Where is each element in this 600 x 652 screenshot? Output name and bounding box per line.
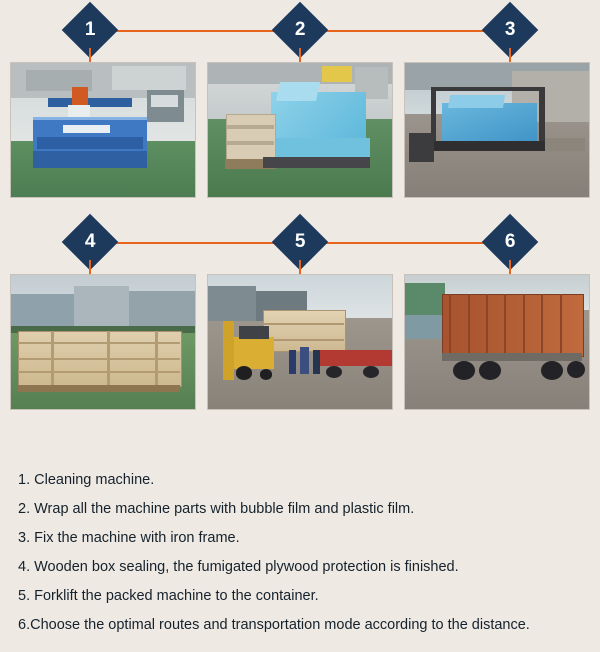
step-photo-3 — [404, 62, 590, 198]
connector-5-6 — [303, 242, 497, 244]
connector-1-2 — [103, 30, 297, 32]
badge-strip-top — [0, 0, 600, 62]
step-number-6: 6 — [504, 230, 516, 252]
caption-item-1: 1. Cleaning machine. — [18, 472, 155, 488]
caption-item-5: 5. Forklift the packed machine to the container. — [18, 588, 319, 604]
caption-item-3: 3. Fix the machine with iron frame. — [18, 530, 240, 546]
step-number-4: 4 — [84, 230, 96, 252]
step-number-3: 3 — [504, 18, 516, 40]
step-number-2: 2 — [294, 18, 306, 40]
process-row-top — [0, 0, 600, 198]
caption-list — [0, 452, 600, 640]
badge-strip-bottom — [0, 212, 600, 274]
step-photo-1 — [10, 62, 196, 198]
caption-item-2: 2. Wrap all the machine parts with bubble film and plastic film. — [18, 501, 415, 517]
step-photo-6 — [404, 274, 590, 410]
caption-item-6: 6.Choose the optimal routes and transportation mode according to the distance. — [18, 617, 530, 633]
step-photo-2 — [207, 62, 393, 198]
photo-strip-top — [0, 62, 600, 198]
connector-4-5 — [103, 242, 297, 244]
step-number-1: 1 — [84, 18, 96, 40]
step-number-5: 5 — [294, 230, 306, 252]
process-row-bottom — [0, 212, 600, 410]
connector-2-3 — [303, 30, 497, 32]
step-photo-4 — [10, 274, 196, 410]
step-photo-5 — [207, 274, 393, 410]
caption-item-4: 4. Wooden box sealing, the fumigated plywood protection is finished. — [18, 559, 459, 575]
photo-strip-bottom — [0, 274, 600, 410]
